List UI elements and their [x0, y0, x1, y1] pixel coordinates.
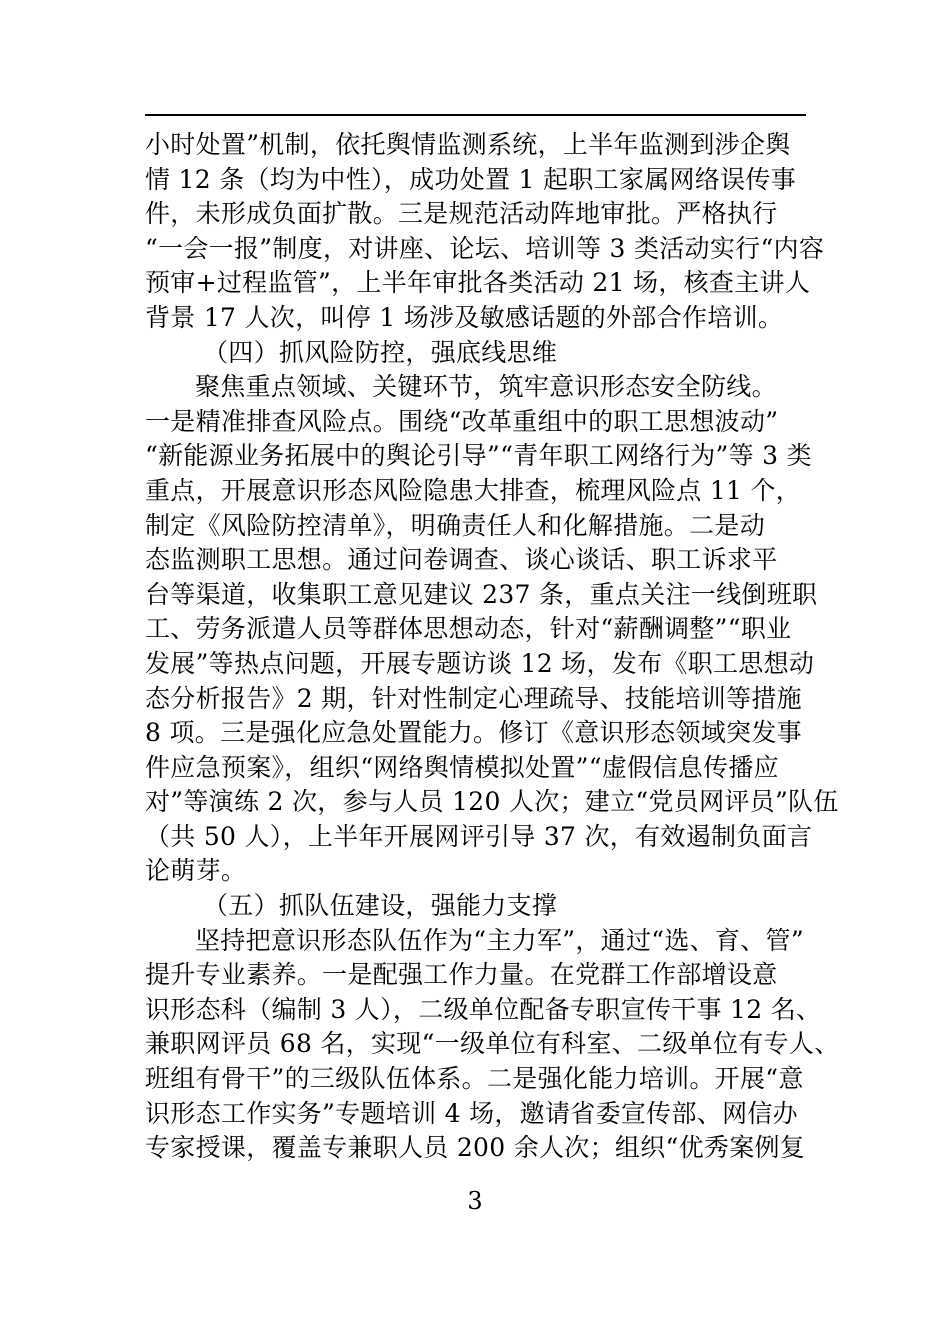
paragraph-start-line: 聚焦重点领域、关键环节，筑牢意识形态安全防线。 — [195, 372, 777, 402]
text-line: “一会一报”制度，对讲座、论坛、培训等 3 类活动实行“内容 — [145, 233, 825, 263]
text-line: 制定《风险防控清单》，明确责任人和化解措施。二是动 — [145, 510, 766, 540]
text-line: （共 50 人），上半年开展网评引导 37 次，有效遏制负面言 — [145, 821, 813, 851]
text-line: 专家授课，覆盖专兼职人员 200 余人次；组织“优秀案例复 — [145, 1133, 806, 1163]
text-line: 识形态工作实务”专题培训 4 场，邀请省委宣传部、网信办 — [145, 1098, 798, 1128]
text-line: 件应急预案》，组织“网络舆情模拟处置”“虚假信息传播应 — [145, 752, 779, 782]
header-rule — [145, 114, 806, 116]
text-line: 论萌芽。 — [145, 856, 247, 886]
page-number: 3 — [467, 1187, 483, 1215]
text-line: 预审+过程监管”，上半年审批各类活动 21 场，核查主讲人 — [145, 268, 811, 298]
body-text — [145, 128, 840, 1166]
text-line: “新能源业务拓展中的舆论引导”“青年职工网络行为”等 3 类 — [145, 441, 812, 471]
text-line: 重点，开展意识形态风险隐患大排查，梳理风险点 11 个， — [145, 475, 802, 505]
text-line: 发展”等热点问题，开展专题访谈 12 场，发布《职工思想动 — [145, 648, 815, 678]
text-line: 提升专业素养。一是配强工作力量。在党群工作部增设意 — [145, 960, 778, 990]
text-line: 情 12 条（均为中性），成功处置 1 起职工家属网络误传事 — [145, 164, 797, 194]
text-line: 一是精准排查风险点。围绕“改革重组中的职工思想波动” — [145, 406, 779, 436]
text-line: 对”等演练 2 次，参与人员 120 人次；建立“党员网评员”队伍 — [145, 787, 839, 817]
text-line: 背景 17 人次，叫停 1 场涉及敏感话题的外部合作培训。 — [145, 302, 784, 332]
text-line: 件，未形成负面扩散。三是规范活动阵地审批。严格执行 — [145, 199, 778, 229]
text-line: 态监测职工思想。通过问卷调查、谈心谈话、职工诉求平 — [145, 545, 778, 575]
text-line: 班组有骨干”的三级队伍体系。二是强化能力培训。开展“意 — [145, 1064, 804, 1094]
section-heading-5: （五）抓队伍建设，强能力支撑 — [203, 891, 558, 921]
text-line: 8 项。三是强化应急处置能力。修订《意识形态领域突发事 — [145, 718, 802, 748]
text-line: 兼职网评员 68 名，实现“一级单位有科室、二级单位有专人、 — [145, 1029, 840, 1059]
text-line: 态分析报告》2 期，针对性制定心理疏导、技能培训等措施 — [145, 683, 802, 713]
section-heading-4: （四）抓风险防控，强底线思维 — [203, 337, 558, 367]
text-line: 识形态科（编制 3 人），二级单位配备专职宣传干事 12 名、 — [145, 994, 822, 1024]
text-line: 小时处置”机制，依托舆情监测系统，上半年监测到涉企舆 — [145, 130, 791, 159]
text-line: 台等渠道，收集职工意见建议 237 条，重点关注一线倒班职 — [145, 579, 818, 609]
paragraph-start-line: 坚持把意识形态队伍作为“主力军”，通过“选、育、管” — [195, 925, 804, 955]
text-line: 工、劳务派遣人员等群体思想动态，针对“薪酬调整”“职业 — [145, 614, 792, 644]
